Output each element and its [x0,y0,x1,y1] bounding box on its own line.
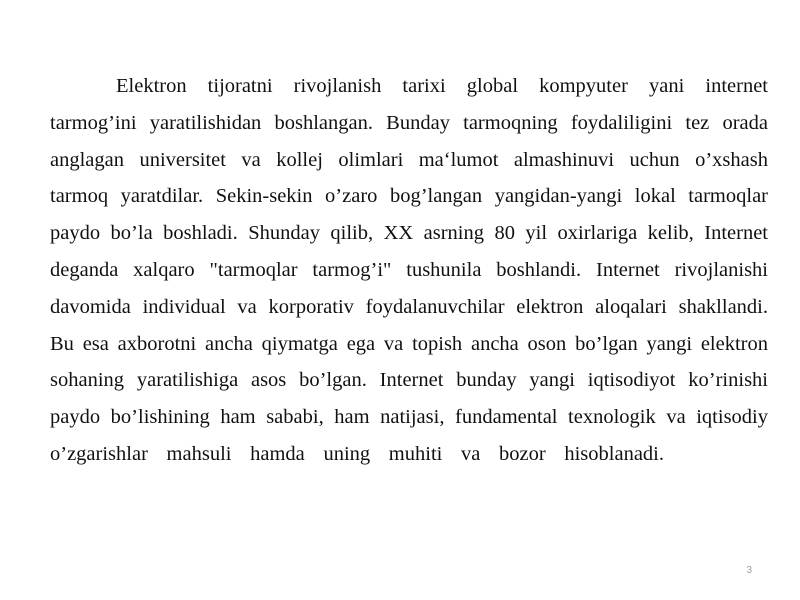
paragraph-line: o’zgarishlar mahsuli hamda uning muhiti va bozor hisoblanadi. [50,442,664,465]
paragraph-line: tarmog’ini yaratilishidan boshlangan. Bunday tarmoqning foydaliligini tez orada [50,111,768,134]
paragraph-line: tarmoq yaratdilar. Sekin-sekin o’zaro bog’langan yangidan-yangi lokal tarmoqlar [50,185,768,208]
page-number: 3 [746,565,752,576]
paragraph-line: deganda xalqaro "tarmoqlar tarmog’i" tushunila boshlandi. Internet rivojlanishi [50,258,768,281]
paragraph-line: Elektron tijoratni rivojlanish tarixi global kompyuter yani internet [116,75,768,97]
paragraph-line: sohaning yaratilishiga asos bo’lgan. Internet bunday yangi iqtisodiyot ko’rinishi [50,369,768,392]
paragraph-line: anglagan universitet va kollej olimlari ma‘lumot almashinuvi uchun o’xshash [50,148,768,171]
body-paragraph [50,68,768,473]
paragraph-line: paydo bo’lishining ham sababi, ham natijasi, fundamental texnologik va iqtisodiy [50,406,768,429]
paragraph-line: Bu esa axborotni ancha qiymatga ega va topish ancha oson bo’lgan yangi elektron [50,332,768,355]
paragraph-line: paydo bo’la boshladi. Shunday qilib, XX asrning 80 yil oxirlariga kelib, Internet [50,222,768,245]
paragraph-line: davomida individual va korporativ foydalanuvchilar elektron aloqalari shakllandi. [50,295,768,318]
